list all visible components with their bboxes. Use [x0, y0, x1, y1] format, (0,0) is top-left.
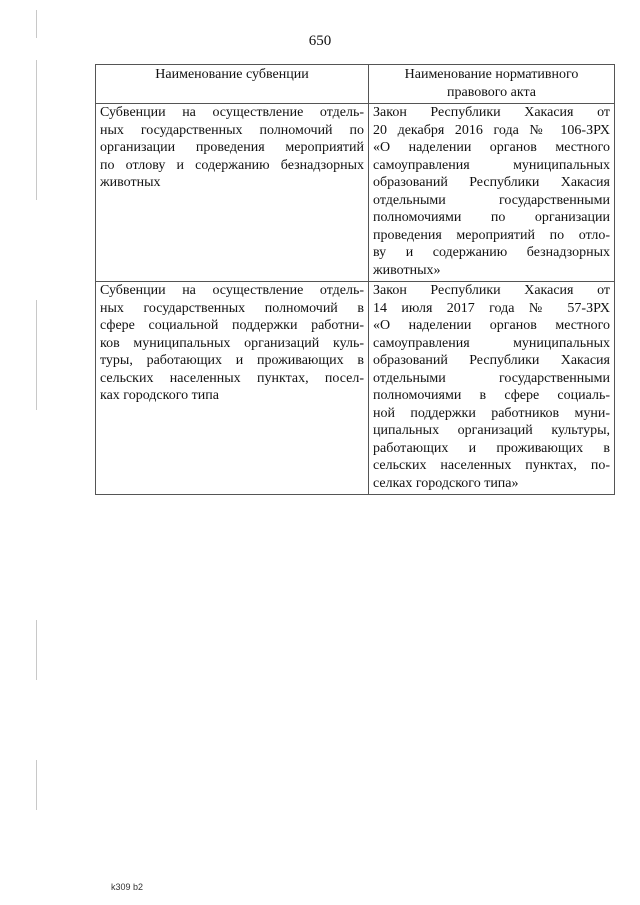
- subvention-cell: [96, 104, 369, 282]
- legal-act-text-line: животных»: [373, 262, 441, 278]
- legal-act-text-line: сельских населенных пунктах, по-: [373, 458, 610, 473]
- subvention-text-line: организации проведения мероприятий: [100, 140, 364, 155]
- legal-act-text-line: Закон Республики Хакасия от: [373, 105, 610, 120]
- legal-act-cell: [369, 282, 615, 495]
- subvention-text-line: туры, работающих и проживающих в: [100, 353, 364, 368]
- legal-act-text-line: ципальных организаций культуры,: [373, 423, 610, 438]
- subvention-text-line: ных государственных полномочий по: [100, 122, 364, 138]
- legal-act-text-line: ву и содержанию безнадзорных: [373, 245, 610, 260]
- legal-act-text-line: ной поддержки работников муни-: [373, 405, 610, 421]
- legal-act-text-line: «О наделении органов местного: [373, 140, 610, 155]
- scan-edge-mark: [36, 60, 37, 200]
- legal-act-text-line: отдельными государственными: [373, 370, 610, 386]
- table-row: [96, 104, 615, 282]
- subvention-text-line: ных государственных полномочий в: [100, 300, 364, 316]
- subvention-text-line: ках городского типа: [100, 388, 219, 403]
- subvention-cell: [96, 282, 369, 495]
- subvention-text-line: Субвенции на осуществление отдель-: [100, 105, 364, 120]
- scan-edge-mark: [36, 620, 37, 680]
- legal-act-cell: [369, 104, 615, 282]
- subvention-text-line: Субвенции на осуществление отдель-: [100, 283, 364, 298]
- legal-act-text-line: образований Республики Хакасия: [373, 175, 610, 190]
- legal-act-text-line: образований Республики Хакасия: [373, 353, 610, 368]
- legal-act-text-line: работающих и проживающих в: [373, 440, 610, 456]
- legal-act-text-line: полномочиями в сфере социаль-: [373, 388, 610, 403]
- subvention-text-line: животных: [100, 175, 161, 190]
- table-row: [96, 282, 615, 495]
- legal-act-text-line: самоуправления муниципальных: [373, 157, 610, 173]
- subvention-text-line: ков муниципальных организаций куль-: [100, 335, 364, 351]
- legal-act-text-line: «О наделении органов местного: [373, 318, 610, 333]
- scan-edge-mark: [36, 300, 37, 410]
- subventions-table: [95, 64, 615, 495]
- legal-act-text-line: селках городского типа»: [373, 475, 519, 491]
- subvention-text-line: сельских населенных пунктах, посел-: [100, 370, 364, 386]
- legal-act-text-line: самоуправления муниципальных: [373, 335, 610, 351]
- header-legal-act-name: Наименование нормативного правового акта: [369, 65, 615, 104]
- scan-edge-mark: [36, 760, 37, 810]
- footer-document-code: k309 b2: [111, 882, 144, 892]
- legal-act-text-line: 14 июля 2017 года № 57-ЗРХ: [373, 300, 610, 316]
- legal-act-text-line: Закон Республики Хакасия от: [373, 283, 610, 298]
- legal-act-text-line: отдельными государственными: [373, 192, 610, 208]
- page-number: 650: [308, 33, 332, 49]
- table-header-row: [96, 65, 615, 104]
- subvention-text-line: по отлову и содержанию безнадзорных: [100, 157, 364, 173]
- header-subvention-name: Наименование субвенции: [96, 65, 369, 104]
- subvention-text-line: сфере социальной поддержки работни-: [100, 318, 364, 333]
- legal-act-text-line: проведения мероприятий по отло-: [373, 227, 610, 243]
- legal-act-text-line: полномочиями по организации: [373, 210, 610, 225]
- legal-act-text-line: 20 декабря 2016 года № 106-ЗРХ: [373, 122, 610, 138]
